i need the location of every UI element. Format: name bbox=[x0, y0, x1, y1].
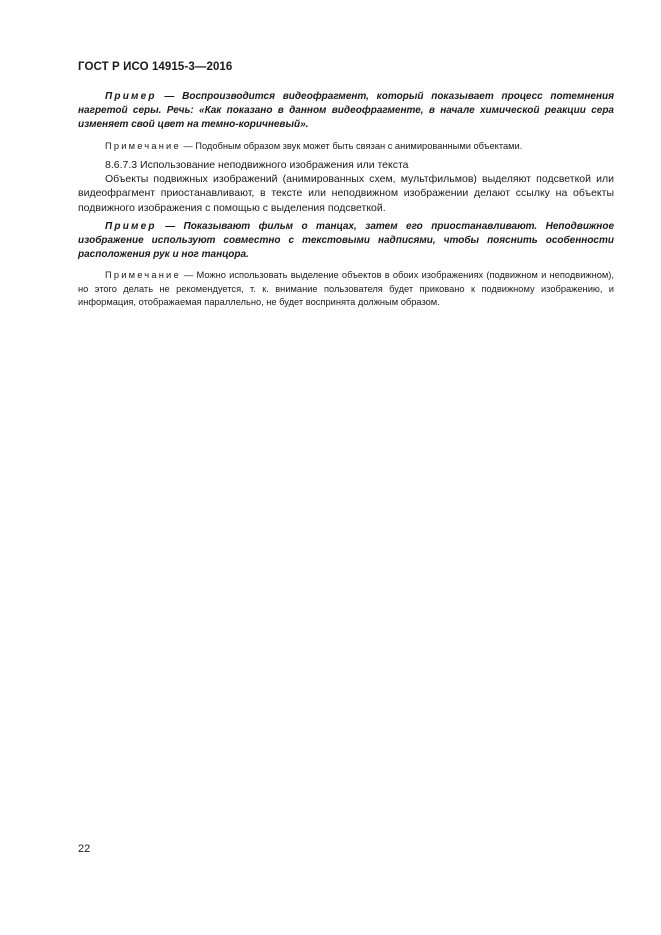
section-body: Объекты подвижных изображений (анимированных схем, мультфильмов) выделяют подсветкой или видеофрагмент приостанавливают, в тексте или неподвижном изображении делают ссылку на объекты подвижного изображения с помощью с выделения подсветкой. bbox=[78, 173, 614, 214]
page-content bbox=[78, 90, 614, 310]
example-lead: Пример bbox=[105, 91, 157, 102]
standard-header: ГОСТ Р ИСО 14915-3—2016 bbox=[78, 61, 233, 73]
note-text: — Подобным образом звук может быть связан с анимированными объектами. bbox=[180, 140, 523, 151]
page-number: 22 bbox=[78, 843, 91, 855]
example-text: — Воспроизводится видеофрагмент, который показывает процесс потемнения нагретой серы. Речь: «Как показано в данном видеофрагменте, в начале химической реакции сера изменяет свой цвет на темно-коричневый». bbox=[78, 91, 614, 131]
example-text: — Показывают фильм о танцах, затем его приостанавливают. Неподвижное изображение используют совместно с текстовыми надписями, чтобы пояснить особенности расположения рук и ног танцора. bbox=[78, 220, 614, 261]
example-lead: Пример bbox=[105, 220, 157, 232]
note-paragraph-2 bbox=[78, 269, 614, 309]
note-lead: Примечание bbox=[105, 270, 181, 281]
note-text: — Можно использовать выделение объектов в обоих изображениях (подвижном и неподвижном), но этого делать не рекомендуется, т. к. внимание пользователя будет приковано к подвижному изображению, и информация, отображаемая параллельно, не будет воспринята должным образом. bbox=[78, 270, 614, 308]
note-paragraph-1 bbox=[78, 140, 614, 153]
example-paragraph-1 bbox=[78, 90, 614, 133]
section-heading: 8.6.7.3 Использование неподвижного изображения или текста bbox=[105, 159, 409, 172]
example-paragraph-2 bbox=[78, 220, 614, 263]
note-lead: Примечание bbox=[105, 140, 181, 151]
